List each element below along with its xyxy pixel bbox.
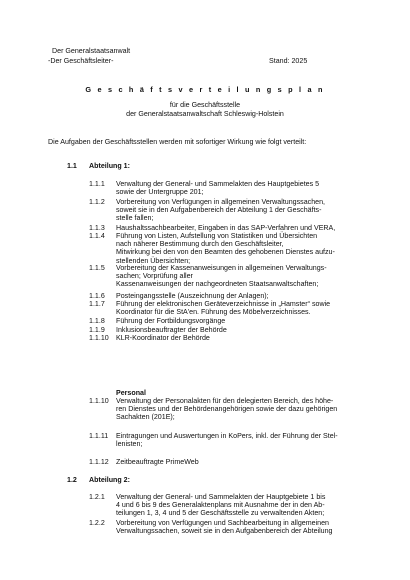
item-text-line: stelle fallen; <box>116 214 154 223</box>
item-text-line: sowie der Untergruppe 201; <box>116 188 204 197</box>
manager-name: -Der Geschäftsleiter- <box>48 57 114 65</box>
section-number: 1.2 <box>67 476 77 484</box>
item-text-line: stellenden Übersichten; <box>116 256 191 265</box>
item-text-line: Verwaltung der Personalakten für den delegierten Bereich, des höhe- <box>116 397 334 405</box>
item-text-line: Verwaltung der General- und Sammelakten der Hauptgebiete 1 bis <box>116 493 326 501</box>
item-text-line: Zeitbeauftragte PrimeWeb <box>116 458 199 466</box>
item-number: 1.1.4 <box>89 232 105 240</box>
item-text-line: teilungen 1, 3, 4 und 5 der Geschäftsstelle zu verwaltenden Akten; <box>116 509 325 518</box>
item-text-line: Verwaltungssachen, soweit sie in den Aufgabenbereich der Abteilung <box>116 527 333 536</box>
item-text-line: Kassenanweisungen der nachgeordneten Staatsanwaltschaften; <box>116 280 319 289</box>
item-text-line: ren Dienstes und der Behördenangehörigen sowie der dazu gehörigen <box>116 405 338 414</box>
item-number: 1.1.6 <box>89 292 105 300</box>
item-text-line: Führung der elektronischen Geräteverzeichnisse in „Hamster“ sowie <box>116 300 331 308</box>
item-text-line: sachen; Vorprüfung aller <box>116 272 193 281</box>
item-text-line: soweit sie in den Aufgabenbereich der Abteilung 1 der Geschäfts- <box>116 206 322 215</box>
item-text-line: Führung der Fortbildungsvorgänge <box>116 317 226 325</box>
item-text-line: Posteingangsstelle (Auszeichnung der Anlagen); <box>116 292 269 300</box>
item-text-line: Vorbereitung von Verfügungen und Sachbearbeitung in allgemeinen <box>116 519 329 527</box>
item-number: 1.1.10 <box>89 334 109 342</box>
item-text-line: Mitwirkung bei den von den Beamten des gehobenen Dienstes aufzu- <box>116 248 335 257</box>
item-number: 1.1.12 <box>89 458 109 466</box>
item-number: 1.1.10 <box>89 397 109 405</box>
item-text-line: KLR-Koordinator der Behörde <box>116 334 210 342</box>
document-title: G e s c h ä f t s v e r t e i l u n g s p l a n <box>85 85 325 94</box>
item-text-line: nach näherer Bestimmung durch den Geschäftsleiter, <box>116 240 284 249</box>
personal-heading: Personal <box>116 389 146 397</box>
authority-name: Der Generalstaatsanwalt <box>52 47 131 55</box>
item-text-line: Koordinator für die StA'en. Führung des Möbelverzeichnisses. <box>116 308 311 317</box>
item-text-line: lenisten; <box>116 440 143 449</box>
item-number: 1.2.1 <box>89 493 105 501</box>
subtitle-line-1: für die Geschäftsstelle <box>169 101 241 109</box>
stand-date: Stand: 2025 <box>269 57 308 65</box>
section-number: 1.1 <box>67 162 77 170</box>
item-number: 1.1.8 <box>89 317 105 325</box>
item-text-line: Haushaltssachbearbeiter, Eingaben in das SAP-Verfahren und VERA, <box>116 224 336 232</box>
item-text-line: Führung von Listen, Aufstellung von Statistiken und Übersichten <box>116 232 318 240</box>
section-title: Abteilung 2: <box>89 476 130 484</box>
item-text-line: Vorbereitung von Verfügungen in allgemeinen Verwaltungssachen, <box>116 198 326 206</box>
item-number: 1.1.5 <box>89 264 105 272</box>
item-text-line: 4 und 6 bis 9 des Generalaktenplans mit Ausnahme der in den Ab- <box>116 501 325 510</box>
section-title: Abteilung 1: <box>89 162 130 170</box>
item-number: 1.1.7 <box>89 300 105 308</box>
item-number: 1.2.2 <box>89 519 105 527</box>
item-number: 1.1.2 <box>89 198 105 206</box>
item-text-line: Vorbereitung der Kassenanweisungen in allgemeinen Verwaltungs- <box>116 264 327 272</box>
intro-text: Die Aufgaben der Geschäftsstellen werden mit sofortiger Wirkung wie folgt verteilt: <box>48 138 307 146</box>
item-number: 1.1.9 <box>89 326 105 334</box>
item-number: 1.1.11 <box>89 432 109 440</box>
item-number: 1.1.3 <box>89 224 105 232</box>
item-number: 1.1.1 <box>89 180 105 188</box>
item-text-line: Verwaltung der General- und Sammelakten des Hauptgebietes 5 <box>116 180 320 188</box>
item-text-line: Inklusionsbeauftragter der Behörde <box>116 326 227 334</box>
item-text-line: Eintragungen und Auswertungen in KoPers, inkl. der Führung der Stel- <box>116 432 338 440</box>
item-text-line: Sachakten (201E); <box>116 413 175 422</box>
subtitle-line-2: der Generalstaatsanwaltschaft Schleswig-Holstein <box>126 110 284 118</box>
